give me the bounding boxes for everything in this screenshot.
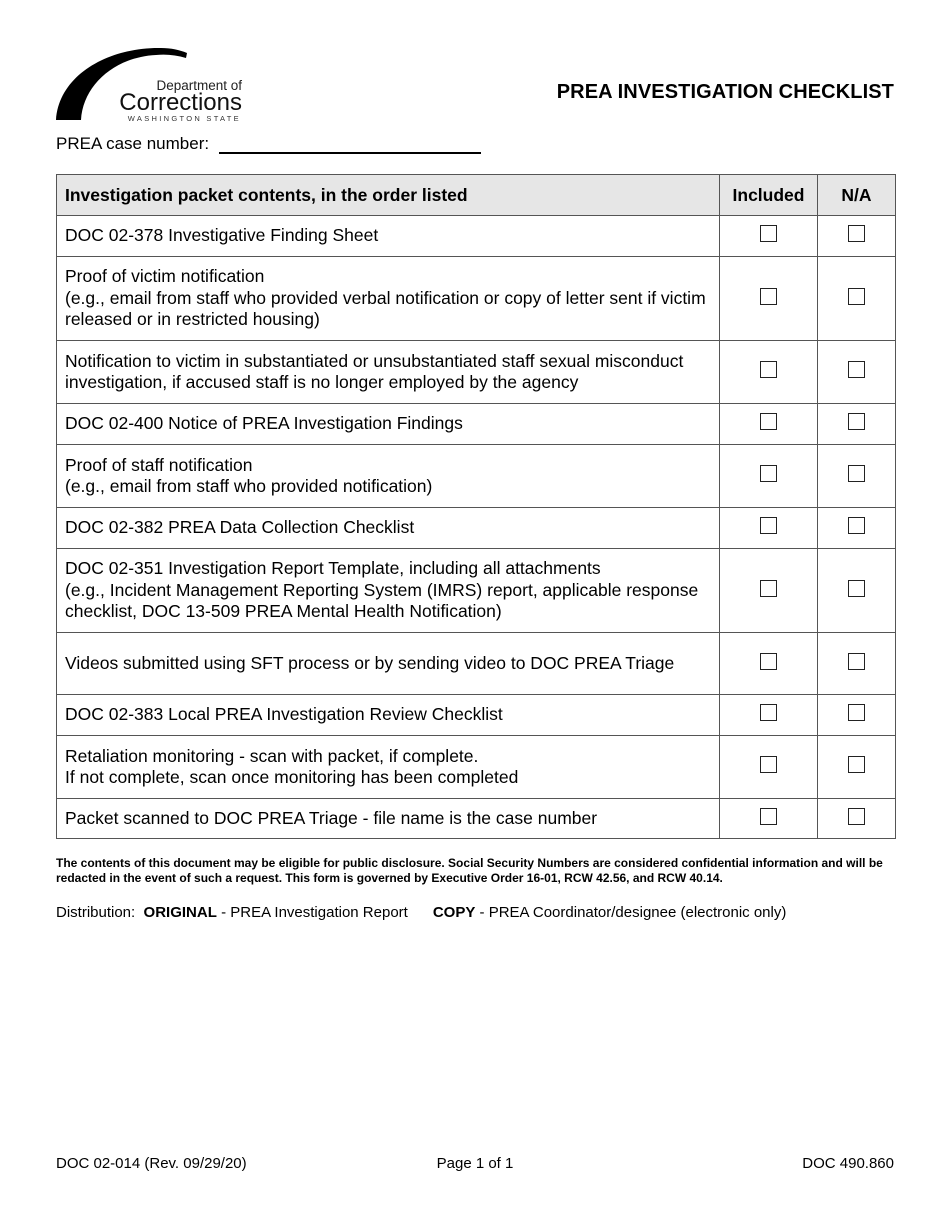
included-checkbox[interactable]: [760, 704, 777, 721]
cell-included: [720, 799, 818, 839]
distribution-line: [56, 904, 786, 921]
checklist-item-text: If not complete, scan once monitoring has been completed: [65, 767, 519, 787]
cell-na: [818, 445, 896, 508]
cell-included: [720, 549, 818, 633]
doc-logo: [55, 44, 245, 124]
checklist-item: [57, 216, 720, 257]
na-checkbox[interactable]: [848, 288, 865, 305]
cell-included: [720, 445, 818, 508]
checklist-item: [57, 445, 720, 508]
checklist-table: [56, 174, 896, 839]
distribution-label: Distribution:: [56, 904, 136, 921]
disclosure-notice: The contents of this document may be eligible for public disclosure. Social Security Numbers are considered confidential information and will be redacted in the event of such a request. This form is governed by Executive Order 16-01, RCW 42.56, and RCW 40.14.: [56, 856, 883, 885]
cell-na: [818, 404, 896, 445]
included-checkbox[interactable]: [760, 225, 777, 242]
na-checkbox[interactable]: [848, 704, 865, 721]
checklist-item-text: DOC 02-378 Investigative Finding Sheet: [65, 225, 379, 246]
table-row: [57, 695, 896, 736]
na-checkbox[interactable]: [848, 413, 865, 430]
cell-included: [720, 633, 818, 695]
na-checkbox[interactable]: [848, 361, 865, 378]
column-header-na: N/A: [818, 175, 896, 216]
page-title: PREA INVESTIGATION CHECKLIST: [556, 81, 894, 103]
na-checkbox[interactable]: [848, 517, 865, 534]
included-checkbox[interactable]: [760, 465, 777, 482]
footer-form-number: DOC 02-014 (Rev. 09/29/20): [56, 1155, 247, 1172]
included-checkbox[interactable]: [760, 808, 777, 825]
checklist-item-text: Retaliation monitoring - scan with packet, if complete.: [65, 745, 479, 766]
table-row: [57, 799, 896, 839]
table-row: [57, 257, 896, 341]
checklist-item-text: DOC 02-400 Notice of PREA Investigation Findings: [65, 413, 463, 434]
cell-na: [818, 736, 896, 799]
cell-na: [818, 216, 896, 257]
cell-na: [818, 799, 896, 839]
checklist-item-text: DOC 02-351 Investigation Report Template, including all attachments: [65, 558, 601, 579]
checklist-item-text: (e.g., email from staff who provided verbal notification or copy of letter sent if victim released or in restricted housing): [65, 287, 706, 330]
checklist-item-text: DOC 02-383 Local PREA Investigation Review Checklist: [65, 704, 503, 725]
included-checkbox[interactable]: [760, 288, 777, 305]
cell-included: [720, 736, 818, 799]
checklist-item-text: Proof of victim notification: [65, 266, 265, 287]
na-checkbox[interactable]: [848, 808, 865, 825]
case-number-row: [56, 134, 481, 154]
included-checkbox[interactable]: [760, 413, 777, 430]
checklist-item: [57, 257, 720, 341]
checklist-item-text: DOC 02-382 PREA Data Collection Checklist: [65, 517, 415, 538]
checklist-item-text: Proof of staff notification: [65, 454, 253, 475]
case-number-label: PREA case number:: [56, 134, 210, 153]
distribution-original-label: ORIGINAL: [143, 904, 217, 921]
included-checkbox[interactable]: [760, 580, 777, 597]
checklist-item: [57, 633, 720, 695]
checklist-item: [57, 404, 720, 445]
table-row: [57, 404, 896, 445]
distribution-original-text: - PREA Investigation Report: [221, 904, 408, 921]
logo-text-corrections: Corrections: [119, 89, 242, 116]
cell-na: [818, 257, 896, 341]
checklist-item: [57, 736, 720, 799]
cell-included: [720, 257, 818, 341]
checklist-item-text: Videos submitted using SFT process or by sending video to DOC PREA Triage: [65, 652, 675, 673]
cell-na: [818, 633, 896, 695]
na-checkbox[interactable]: [848, 756, 865, 773]
cell-na: [818, 695, 896, 736]
checklist-item: [57, 549, 720, 633]
na-checkbox[interactable]: [848, 580, 865, 597]
included-checkbox[interactable]: [760, 653, 777, 670]
checklist-item-text: (e.g., email from staff who provided notification): [65, 476, 433, 496]
cell-included: [720, 216, 818, 257]
na-checkbox[interactable]: [848, 225, 865, 242]
cell-na: [818, 549, 896, 633]
table-row: [57, 341, 896, 404]
included-checkbox[interactable]: [760, 517, 777, 534]
checklist-item-text: Packet scanned to DOC PREA Triage - file name is the case number: [65, 807, 598, 828]
cell-included: [720, 341, 818, 404]
table-header-row: [57, 175, 896, 216]
checklist-item: [57, 799, 720, 839]
na-checkbox[interactable]: [848, 465, 865, 482]
table-row: [57, 445, 896, 508]
cell-included: [720, 508, 818, 549]
cell-included: [720, 404, 818, 445]
included-checkbox[interactable]: [760, 756, 777, 773]
column-header-included: Included: [720, 175, 818, 216]
checklist-item: [57, 341, 720, 404]
case-number-field[interactable]: [219, 134, 481, 154]
cell-na: [818, 508, 896, 549]
table-row: [57, 549, 896, 633]
distribution-copy-label: COPY: [432, 904, 476, 921]
cell-included: [720, 695, 818, 736]
table-row: [57, 736, 896, 799]
checklist-item-text: (e.g., Incident Management Reporting System (IMRS) report, applicable response checklist, DOC 13-509 PREA Mental Health Notification): [65, 579, 699, 622]
distribution-copy-text: - PREA Coordinator/designee (electronic only): [479, 904, 787, 921]
checklist-item: [57, 695, 720, 736]
table-row: [57, 508, 896, 549]
column-header-item: Investigation packet contents, in the order listed: [57, 175, 720, 216]
checklist-item: [57, 508, 720, 549]
included-checkbox[interactable]: [760, 361, 777, 378]
footer-policy-number: DOC 490.860: [802, 1155, 894, 1172]
table-row: [57, 633, 896, 695]
na-checkbox[interactable]: [848, 653, 865, 670]
cell-na: [818, 341, 896, 404]
table-row: [57, 216, 896, 257]
logo-text-department: Department of: [156, 78, 242, 93]
footer-page-number: Page 1 of 1: [436, 1155, 514, 1172]
checklist-item-text: Notification to victim in substantiated or unsubstantiated staff sexual misconduct investigation, if accused staff is no longer employed by the agency: [65, 350, 684, 392]
logo-text-state: WASHINGTON STATE: [127, 114, 241, 123]
